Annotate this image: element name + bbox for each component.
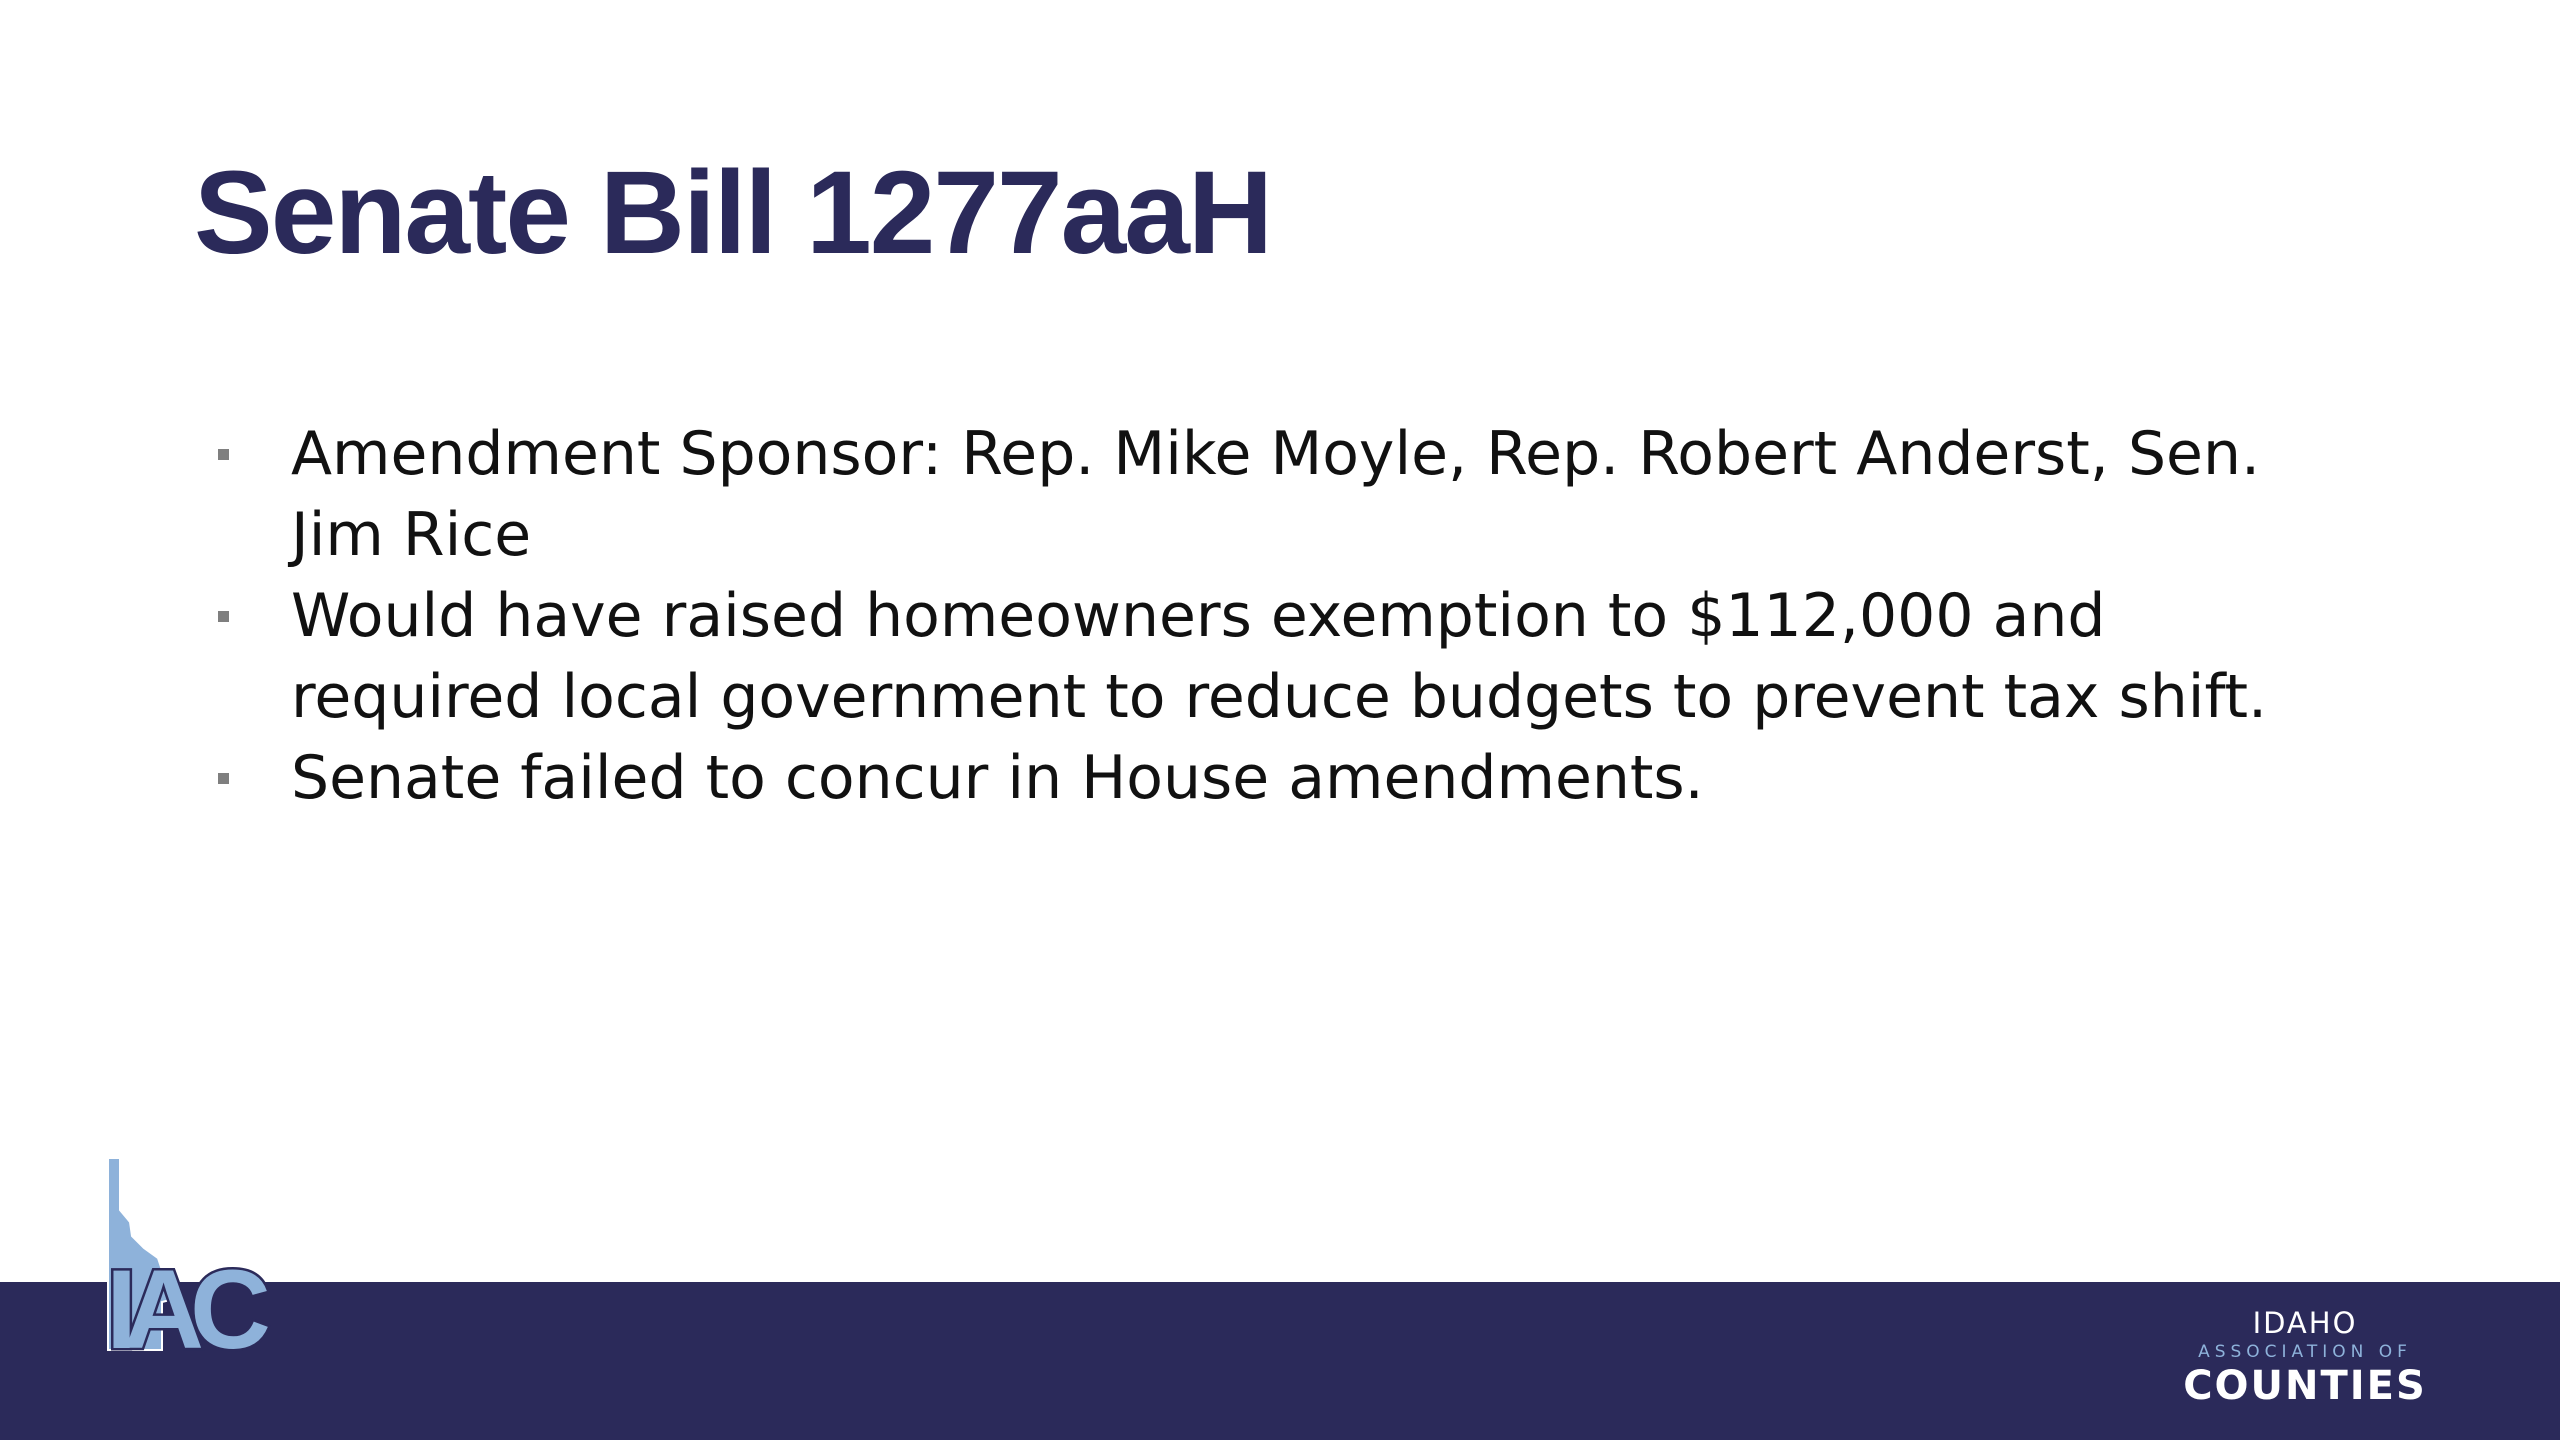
org-name-line-1: IDAHO bbox=[2252, 1306, 2358, 1340]
square-bullet-icon bbox=[218, 449, 229, 460]
org-name-line-3: COUNTIES bbox=[2183, 1363, 2427, 1409]
slide-title: Senate Bill 1277aaH bbox=[194, 147, 1272, 279]
org-name bbox=[2180, 1306, 2430, 1408]
bullet-item bbox=[210, 738, 2360, 819]
bullet-text: Amendment Sponsor: Rep. Mike Moyle, Rep. Robert Anderst, Sen. Jim Rice bbox=[291, 419, 2261, 570]
bullet-text: Would have raised homeowners exemption to $112,000 and required local government to reduce budgets to prevent tax shift. bbox=[291, 581, 2268, 732]
iac-logo-text: IAC bbox=[106, 1247, 257, 1372]
bullet-item bbox=[210, 414, 2360, 576]
org-name-line-2: ASSOCIATION OF bbox=[2198, 1342, 2412, 1362]
bullet-list bbox=[210, 414, 2360, 819]
footer-band bbox=[0, 1282, 2560, 1440]
square-bullet-icon bbox=[218, 773, 229, 784]
square-bullet-icon bbox=[218, 611, 229, 622]
bullet-item bbox=[210, 576, 2360, 738]
bullet-text: Senate failed to concur in House amendments. bbox=[291, 743, 1704, 813]
iac-logo bbox=[100, 1152, 330, 1372]
